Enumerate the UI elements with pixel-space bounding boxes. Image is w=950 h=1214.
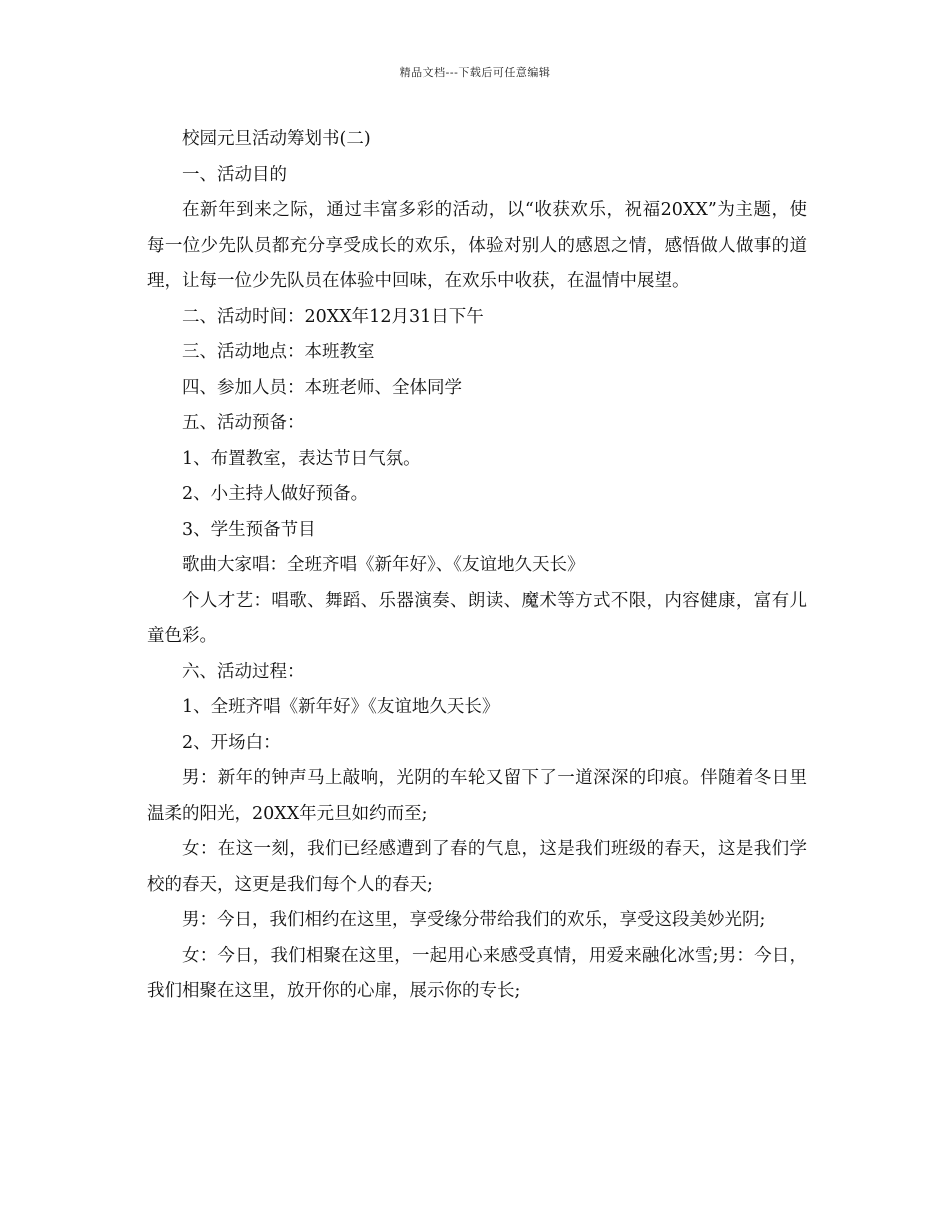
list-item: 1、全班齐唱《新年好》《友谊地久天长》 xyxy=(182,697,500,717)
paragraph-participants: 四、参加人员：本班老师、全体同学 xyxy=(182,377,462,398)
dialogue-line: 男：新年的钟声马上敲响，光阴的车轮又留下了一道深深的印痕。伴随着冬日里温柔的阳光，20XX年元旦如约而至; xyxy=(147,768,807,824)
dialogue-line: 男：今日，我们相约在这里，享受缘分带给我们的欢乐，享受这段美妙光阴; xyxy=(182,910,766,930)
paragraph-talents: 个人才艺：唱歌、舞蹈、乐器演奏、朗读、魔术等方式不限，内容健康，富有儿童色彩。 xyxy=(147,590,807,646)
paragraph-songs: 歌曲大家唱：全班齐唱《新年好》、《友谊地久天长》 xyxy=(182,555,585,575)
section-heading-preparation: 五、活动预备： xyxy=(182,413,305,433)
list-item: 3、学生预备节目 xyxy=(182,519,316,540)
page-header: 精品文档---下载后可任意编辑 xyxy=(399,66,551,79)
paragraph-location: 三、活动地点：本班教室 xyxy=(182,342,375,362)
paragraph-time: 二、活动时间：20XX年12月31日下午 xyxy=(182,306,484,327)
section-heading-purpose: 一、活动目的 xyxy=(182,164,287,185)
dialogue-line: 女：今日，我们相聚在这里，一起用心来感受真情，用爱来融化冰雪;男：今日，我们相聚在这里，放开你的心扉，展示你的专长; xyxy=(147,945,807,1001)
list-item: 2、小主持人做好预备。 xyxy=(182,484,369,504)
document-title: 校园元旦活动筹划书(二) xyxy=(182,129,371,149)
document-body xyxy=(147,122,807,1010)
list-item: 2、开场白： xyxy=(182,732,281,753)
paragraph-purpose: 在新年到来之际，通过丰富多彩的活动，以“收获欢乐，祝福20XX”为主题，使每一位少先队员都充分享受成长的欢乐，体验对别人的感恩之情，感悟做人做事的道理，让每一位少先队员在体验中回味，在欢乐中收获，在温情中展望。 xyxy=(147,200,807,291)
list-item: 1、布置教室，表达节日气氛。 xyxy=(182,448,421,469)
dialogue-line: 女：在这一刻，我们已经感遭到了春的气息，这是我们班级的春天，这是我们学校的春天，这更是我们每个人的春天; xyxy=(147,839,807,895)
section-heading-process: 六、活动过程： xyxy=(182,661,305,682)
